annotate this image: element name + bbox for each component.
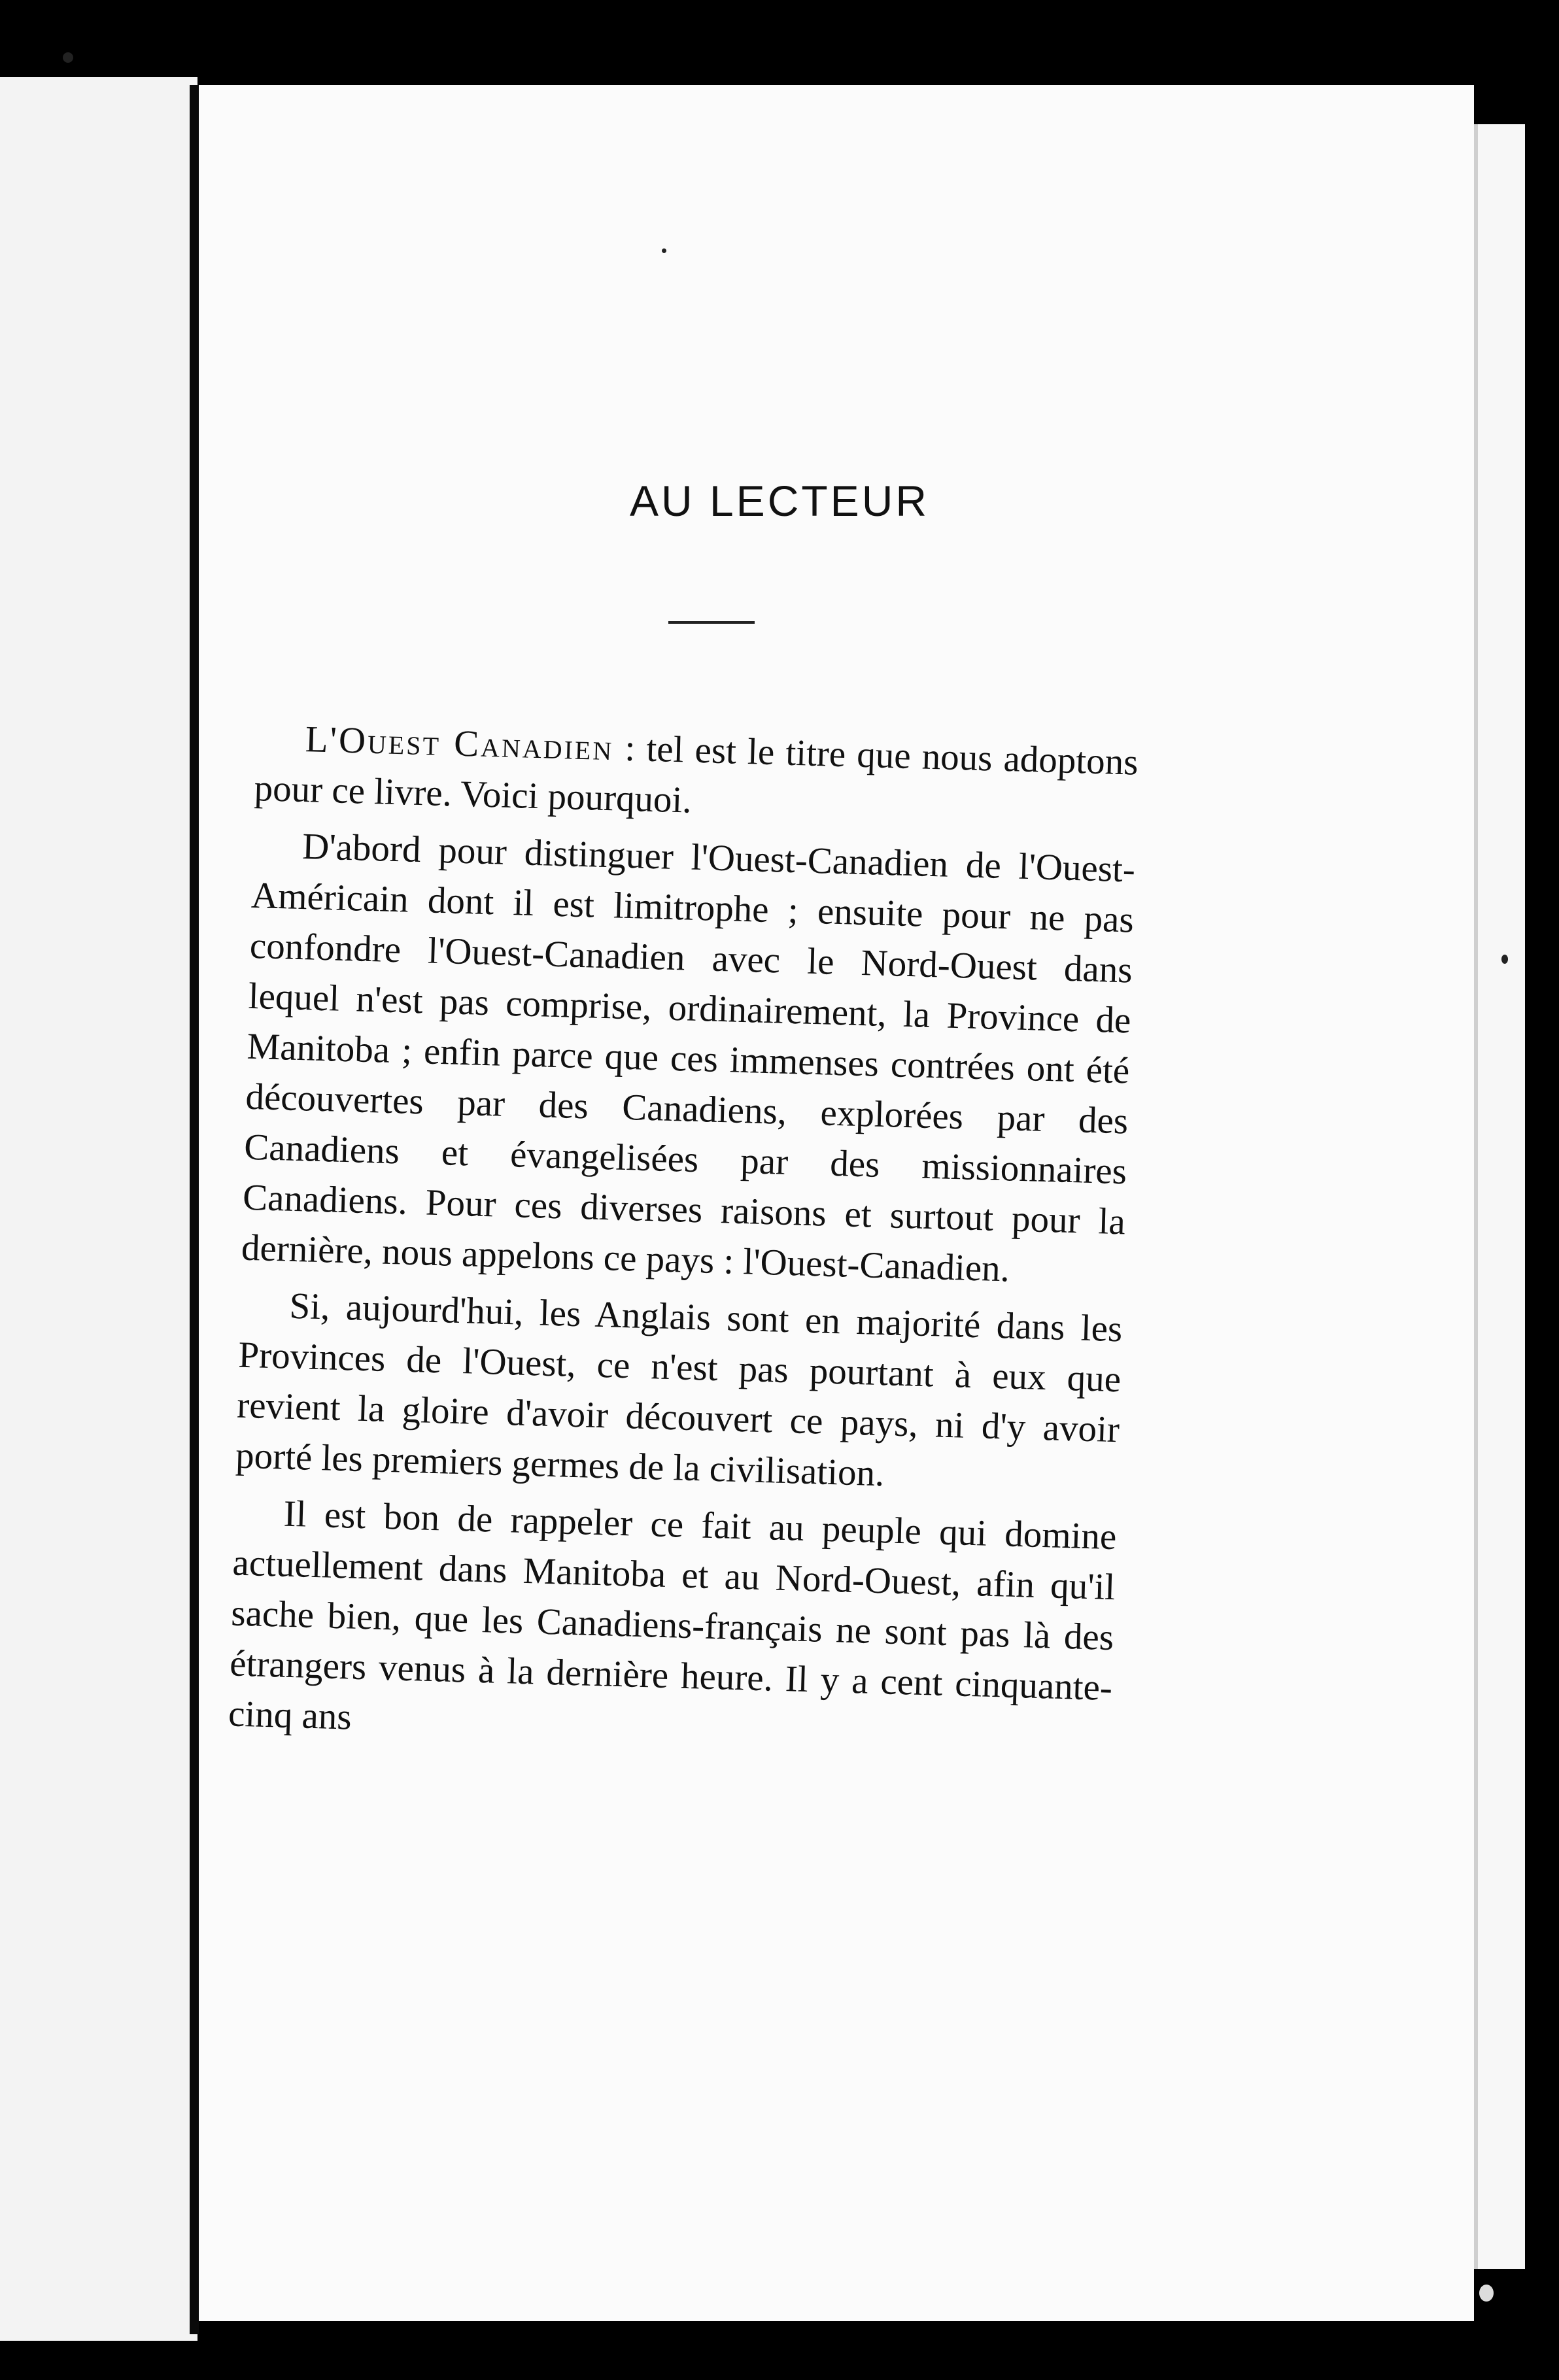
scan-speck (1479, 2285, 1494, 2302)
page-fore-edge (1474, 124, 1525, 2269)
book-title-lead: L'Ouest Canadien (305, 719, 615, 769)
chapter-title: AU LECTEUR (629, 477, 930, 525)
body-text (228, 713, 1139, 1770)
paragraph: D'abord pour distinguer l'Ouest-Canadien de l'Ouest-Américain dont il est limitrophe ; ensuite pour ne pas confondre l'Ouest-Canadien avec le Nord-Ouest dans lequel n'est pas comprise, ordinairement, la Province de Manitoba ; enfin parce que ces immenses contrées ont été découvertes par des Canadiens, explorées par des Canadiens et évangelisées par des missionnaires Canadiens. Pour ces diverses raisons et surtout pour la dernière, nous appelons ce pays : l'Ouest-Canadien. (241, 826, 1136, 1290)
scan-speck (662, 248, 666, 253)
book-gutter (190, 85, 199, 2334)
scan-speck (1501, 955, 1508, 964)
paragraph: Si, aujourd'hui, les Anglais sont en majorité dans les Provinces de l'Ouest, ce n'est pas pourtant à eux que revient la gloire d'avoir découvert ce pays, ni d'y avoir porté les premiers germes de la civilisation. (235, 1285, 1123, 1495)
paragraph: Il est bon de rappeler ce fait au peuple qui domine actuellement dans Manitoba et au Nord-Ouest, afin qu'il sache bien, que les Canadiens-français ne sont pas là des étrangers venus à la dernière heure. Il y a cent cinquante-cinq ans (228, 1493, 1118, 1738)
paragraph-text: : tel est le titre que nous adoptons pour ce livre. Voici pourquoi. (253, 727, 1139, 821)
scan-speck (63, 52, 73, 63)
facing-page-edge (0, 77, 197, 2341)
title-rule (668, 621, 755, 624)
